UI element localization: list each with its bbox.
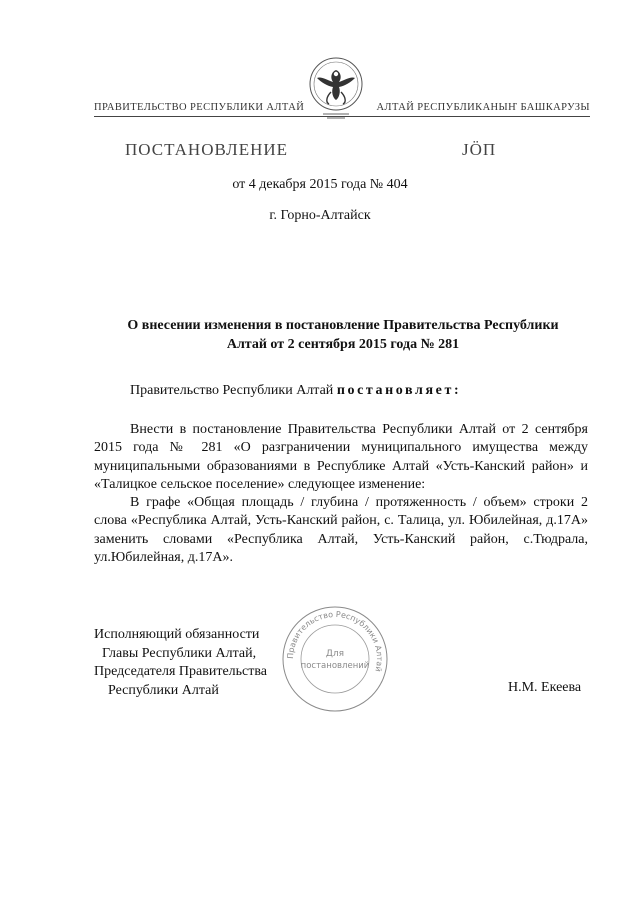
stamp-outer-text: Правительство Республики Алтай bbox=[285, 609, 385, 673]
preamble-emphasis: постановляет: bbox=[336, 383, 462, 398]
doc-type-altai: ЈӦП bbox=[462, 140, 497, 159]
title-line-2: Алтай от 2 сентября 2015 года № 281 bbox=[226, 337, 460, 352]
signature-line-3: Председателя Правительства bbox=[94, 664, 268, 679]
header-rule bbox=[94, 116, 590, 117]
signature-line-4: Республики Алтай bbox=[108, 682, 219, 698]
body-paragraph-1: Внести в постановление Правительства Республики Алтай от 2 сентября 2015 года № 281 «О разграничении муниципального имущества между муниципальными образованиями в Республике Алтай «Усть-Канский район» и «Талицкое сельское поселение» следующее изменение: bbox=[94, 422, 588, 492]
document-date-number: от 4 декабря 2015 года № 404 bbox=[232, 177, 408, 192]
doc-type-russian: ПОСТАНОВЛЕНИЕ bbox=[125, 140, 289, 159]
preamble-text: Правительство Республики Алтай bbox=[130, 383, 337, 398]
header-right-title: АЛТАЙ РЕСПУБЛИКАНЫҤ БАШКАРУЗЫ bbox=[376, 102, 590, 113]
body-paragraph-2: В графе «Общая площадь / глубина / протяженность / объем» строки 2 слова «Республика Алтай, Усть-Канский район, с. Талица, ул. Юбилейная, д.17А» заменить словами «Республика Алтай, Усть-Канский район, с.Тюдрала, ул.Юбилейная, д.17А». bbox=[94, 495, 588, 566]
document-city: г. Горно-Алтайск bbox=[269, 208, 371, 223]
signatory-name: Н.М. Екеева bbox=[508, 680, 582, 695]
document-body bbox=[94, 421, 588, 567]
stamp-inner-line-2: постановлений bbox=[300, 661, 370, 671]
title-line-1: О внесении изменения в постановление Правительства Республики bbox=[127, 318, 559, 333]
signature-block bbox=[94, 626, 267, 700]
signature-line-1: Исполняющий обязанности bbox=[94, 627, 260, 642]
header-left-title: ПРАВИТЕЛЬСТВО РЕСПУБЛИКИ АЛТАЙ bbox=[94, 102, 305, 113]
stamp-inner-line-1: Для bbox=[325, 649, 345, 659]
signature-line-2: Главы Республики Алтай, bbox=[102, 645, 257, 661]
preamble bbox=[130, 383, 461, 399]
republic-emblem-icon bbox=[303, 56, 369, 156]
official-stamp-icon bbox=[280, 604, 390, 714]
document-title bbox=[100, 316, 586, 354]
